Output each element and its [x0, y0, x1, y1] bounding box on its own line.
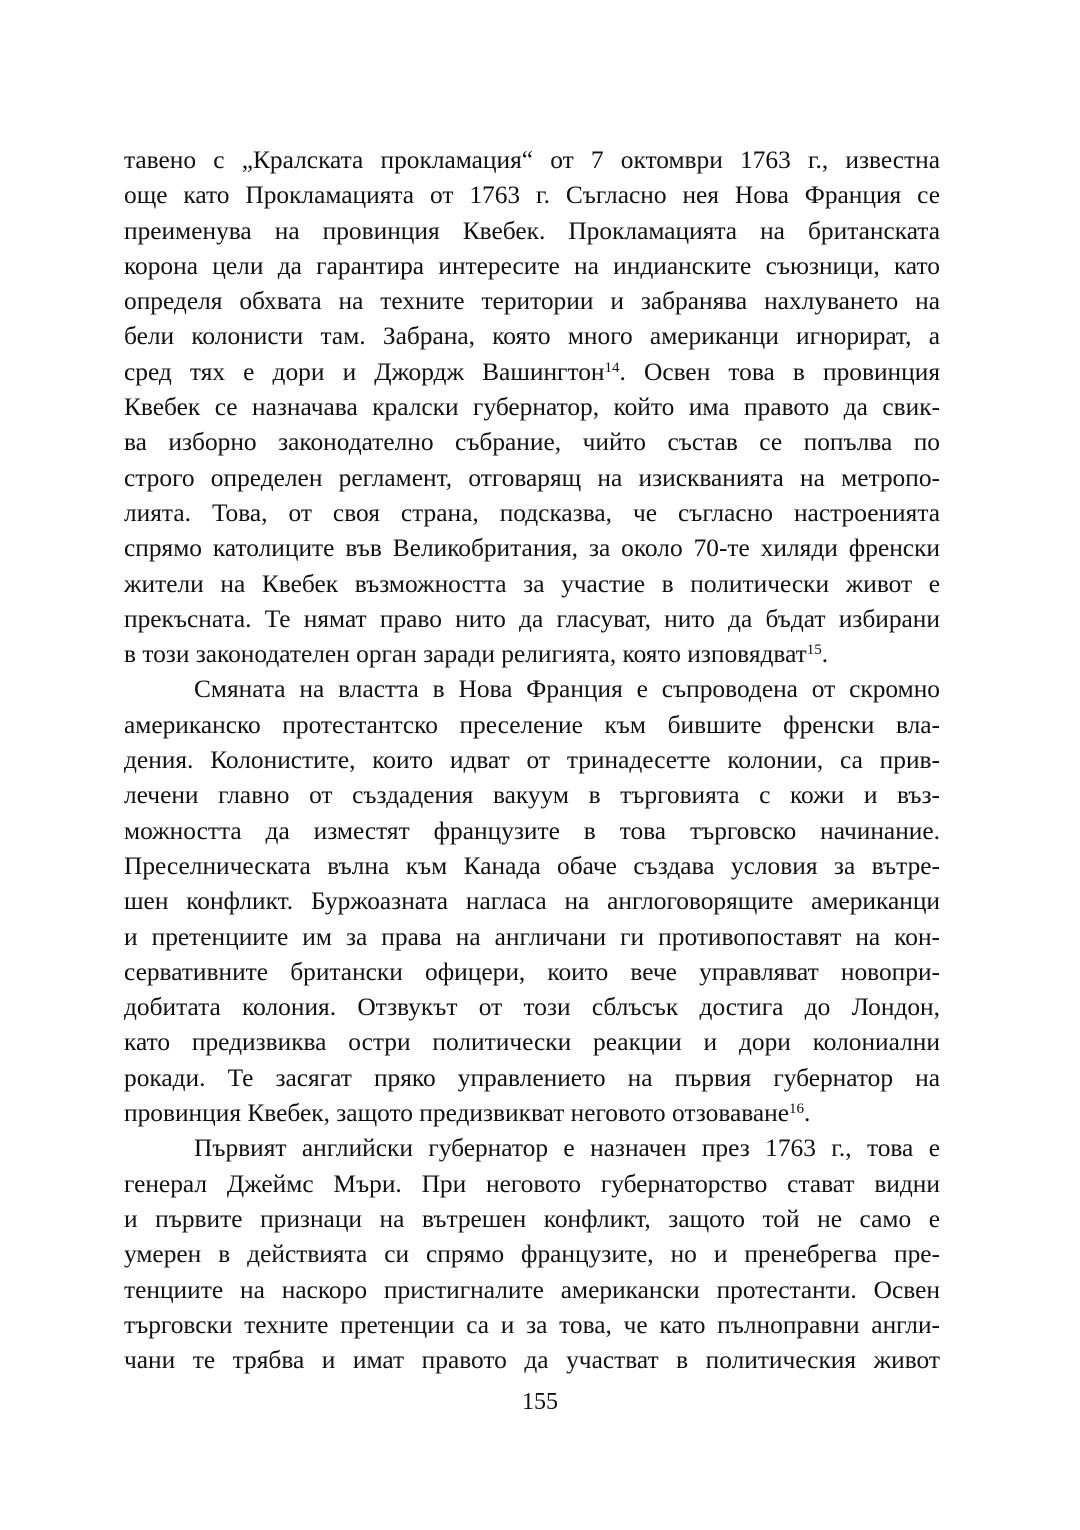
line-text: добитата колония. Отзвукът от този сблъсък достига до Лондон, [124, 993, 940, 1022]
text-line [124, 143, 940, 178]
line-text: Смяната на властта в Нова Франция е съпроводена от скромно [194, 675, 940, 704]
text-line [124, 284, 940, 319]
text-line [124, 355, 940, 390]
line-text: корона цели да гарантира интересите на индианските съюзници, като [124, 251, 940, 280]
line-text: умерен в действията си спрямо французите, но и пренебрегва пре- [124, 1240, 940, 1269]
line-text: Преселническата вълна към Канада обаче създава условия за вътре- [124, 851, 940, 880]
line-text: строго определен регламент, отговарящ на изискванията на метропо- [124, 463, 940, 492]
line-text: можността да изместят французите в това търговско начинание. [124, 816, 940, 845]
text-line [124, 1237, 940, 1272]
line-text: ва изборно законодателно събрание, чийто състав се попълва по [124, 428, 940, 457]
text-line [124, 1202, 940, 1237]
text-line [124, 884, 940, 919]
line-text: американско протестантско преселение към бившите френски вла- [124, 710, 940, 739]
text-line [124, 990, 940, 1025]
line-text: в този законодателен орган заради религията, която изповядват [124, 640, 807, 669]
text-line [124, 743, 940, 778]
line-text: още като Прокламацията от 1763 г. Съгласно нея Нова Франция се [124, 181, 940, 210]
line-text: търговски техните претенции са и за това, че като пълноправни англи- [124, 1310, 940, 1339]
text-line [124, 1308, 940, 1343]
text-line [124, 461, 940, 496]
line-text: лията. Това, от своя страна, подсказва, че съгласно настроенията [124, 498, 940, 527]
line-text: тенциите на наскоро пристигналите американски протестанти. Освен [124, 1275, 940, 1304]
line-text: определя обхвата на техните територии и забранява нахлуването на [124, 287, 940, 316]
text-line [124, 214, 940, 249]
text-line [124, 1096, 940, 1131]
paragraph [124, 672, 940, 1131]
text-line [124, 1061, 940, 1096]
line-text: като предизвиква остри политически реакции и дори колониални [124, 1028, 940, 1057]
text-line [124, 425, 940, 460]
line-text: спрямо католиците във Великобритания, за около 70-те хиляди френски [124, 534, 940, 563]
line-text-after-footnote: . [821, 640, 829, 669]
line-text: сред тях е дори и Джордж Вашингтон [124, 357, 605, 386]
text-line [124, 637, 940, 672]
text-line [124, 496, 940, 531]
text-line [124, 249, 940, 284]
line-text: рокади. Те засягат пряко управлението на първия губернатор на [124, 1063, 940, 1092]
line-text: тавено с „Кралската прокламация“ от 7 октомври 1763 г., известна [124, 146, 940, 174]
line-text: и първите признаци на вътрешен конфликт, защото той не само е [124, 1204, 940, 1233]
line-text: лечени главно от създадения вакуум в търговията с кожи и въз- [124, 781, 940, 810]
line-text: Първият английски губернатор е назначен през 1763 г., това е [194, 1134, 940, 1163]
line-text: жители на Квебек възможността за участие в политически живот е [124, 569, 940, 598]
text-line [124, 955, 940, 990]
text-line [124, 849, 940, 884]
footnote-marker: 15 [806, 641, 822, 658]
body-text [124, 143, 940, 1378]
text-line [124, 708, 940, 743]
text-line [124, 319, 940, 354]
line-text: Квебек се назначава кралски губернатор, който има правото да свик- [124, 393, 940, 422]
text-line [124, 602, 940, 637]
line-text: и претенциите им за права на англичани ги противопоставят на кон- [124, 922, 940, 951]
line-text: сервативните британски офицери, които вече управляват новопри- [124, 957, 940, 986]
text-line [124, 390, 940, 425]
line-text-after-footnote: . [804, 1099, 811, 1128]
line-text: чани те трябва и имат правото да участват в политическия живот [124, 1346, 940, 1375]
line-text: дения. Колонистите, които идват от тринадесетте колонии, са прив- [124, 746, 940, 775]
footnote-marker: 16 [789, 1100, 805, 1117]
line-text: генерал Джеймс Мъри. При неговото губернаторство стават видни [124, 1169, 940, 1198]
page-number: 155 [522, 1389, 558, 1415]
paragraph [124, 143, 940, 672]
footnote-marker: 14 [604, 359, 620, 376]
text-line [124, 672, 940, 707]
line-text: прекъсната. Те нямат право нито да гласуват, нито да бъдат избирани [124, 604, 940, 633]
line-text: шен конфликт. Буржоазната нагласа на англоговорящите американци [124, 887, 940, 916]
text-line [124, 531, 940, 566]
line-text: провинция Квебек, защото предизвикват неговото отзоваване [124, 1099, 790, 1128]
text-line [124, 1131, 940, 1166]
line-text: преименува на провинция Квебек. Прокламацията на британската [124, 216, 940, 245]
line-text-after-footnote: . Освен това в провинция [619, 357, 940, 386]
text-line [124, 778, 940, 813]
text-line [124, 567, 940, 602]
paragraph [124, 1131, 940, 1378]
text-line [124, 178, 940, 213]
text-line [124, 1343, 940, 1378]
text-line [124, 814, 940, 849]
text-line [124, 1167, 940, 1202]
text-line [124, 1273, 940, 1308]
text-line [124, 1025, 940, 1060]
line-text: бели колонисти там. Забрана, която много американци игнорират, а [124, 322, 940, 351]
text-line [124, 920, 940, 955]
